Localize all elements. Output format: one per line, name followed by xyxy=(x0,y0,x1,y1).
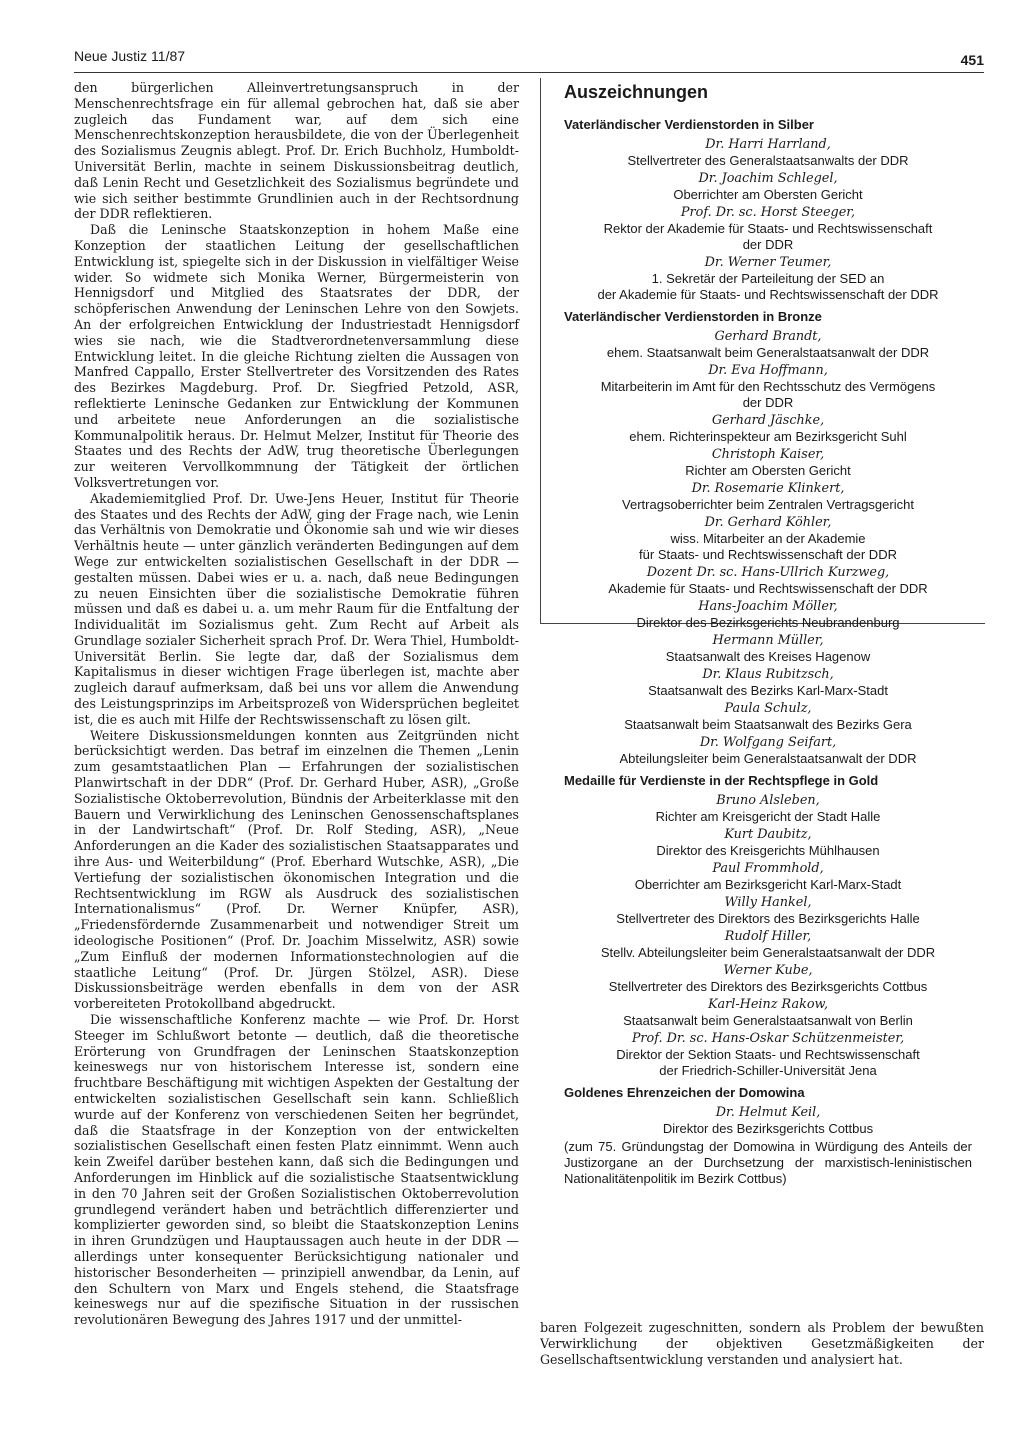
recipient-name: Dr. Klaus Rubitzsch, xyxy=(702,667,834,682)
recipient-role: Abteilungsleiter beim Generalstaatsanwalt der DDR xyxy=(619,751,917,766)
journal-issue-header: Neue Justiz 11/87 xyxy=(74,48,186,64)
recipient-role: Stellvertreter des Direktors des Bezirksgerichts Cottbus xyxy=(608,979,928,994)
recipient-name: Dr. Rosemarie Klinkert, xyxy=(691,481,845,496)
recipient-role: ehem. Richterinspekteur am Bezirksgericht Suhl xyxy=(629,429,907,444)
recipient-role: Staatsanwalt des Bezirks Karl-Marx-Stadt xyxy=(648,683,888,698)
award-category-heading: Goldenes Ehrenzeichen der Domowina xyxy=(564,1085,805,1100)
award-entry xyxy=(556,413,980,445)
award-entry xyxy=(556,895,980,927)
recipient-name: Christoph Kaiser, xyxy=(711,447,825,462)
recipient-name: Bruno Alsleben, xyxy=(716,793,820,808)
award-entry xyxy=(556,1031,980,1079)
award-entry xyxy=(556,701,980,733)
award-entry xyxy=(556,205,980,253)
recipient-role: ehem. Staatsanwalt beim Generalstaatsanwalt der DDR xyxy=(606,345,930,360)
right-continuation xyxy=(540,1320,984,1367)
paragraph: den bürgerlichen Alleinvertretungsanspruch in der Menschenrechtsfrage ein für allemal gebrochen hat, daß sie aber zugleich das Fundament war, auf dem sich eine Menschenrechtskonzeption herausbildete, die von der Überlegenheit des Sozialismus Zeugnis ablegt. Prof. Dr. Erich Buchholz, Humboldt-Universität Berlin, machte in seinem Diskussionsbeitrag deutlich, daß Lenin Recht und Gesetzlichkeit des Sozialismus begründete und wie sich seither bestimmte Grundlinien auch in der Rechtsordnung der DDR reflektieren. xyxy=(74,80,519,222)
recipient-role: Richter am Obersten Gericht xyxy=(685,463,851,478)
award-entry xyxy=(556,447,980,479)
awards-list xyxy=(556,117,980,1187)
award-entry xyxy=(556,515,980,563)
award-entry xyxy=(556,929,980,961)
left-text-column xyxy=(74,80,519,1328)
award-category-heading: Vaterländischer Verdienstorden in Bronze xyxy=(564,309,822,324)
paragraph: Weitere Diskussionsmeldungen konnten aus Zeitgründen nicht berücksichtigt werden. Das betraf im einzelnen die Themen „Lenin zum gesamtstaatlichen Plan — Erfahrungen der sozialistischen Planwirtschaft in der DDR“ (Prof. Dr. Gerhard Huber, ASR), „Große Sozialistische Oktoberrevolution, Bündnis der Arbeiterklasse mit den Bauern und Verwirklichung des Leninschen Genossenschaftsplanes in der Landwirtschaft“ (Prof. Dr. Rolf Steding, ASR), „Neue Anforderungen an die Kader des sozialistischen Staatsapparates und ihre Aus- und Weiterbildung“ (Prof. Eberhard Wutschke, ASR), „Die Vertiefung der sozialistischen ökonomischen Integration und die Rechtsentwicklung im RGW als Ausdruck des sozialistischen Internationalismus“ (Prof. Dr. Werner Knüpfer, ASR), „Friedensfördernde Zusammenarbeit und notwendiger Streit um ideologische Positionen“ (Prof. Dr. Joachim Misselwitz, ASR) sowie „Zum Einfluß der modernen Informationstechnologien auf die staatliche Leitung“ (Prof. Dr. Jürgen Stölzel, ASR). Diese Diskussionsbeiträge werden ebenfalls in dem von der ASR vorbereiteten Protokollband abgedruckt. xyxy=(74,727,519,1012)
award-entry xyxy=(556,861,980,893)
award-category-heading: Vaterländischer Verdienstorden in Silber xyxy=(564,117,814,132)
recipient-name: Paula Schulz, xyxy=(724,701,812,716)
award-category-heading: Medaille für Verdienste in der Rechtspflege in Gold xyxy=(564,773,879,788)
award-entry xyxy=(556,137,980,169)
award-entry xyxy=(556,827,980,859)
recipient-name: Dr. Harri Harrland, xyxy=(705,137,831,152)
header-rule xyxy=(74,72,984,73)
recipient-role: Stellvertreter des Generalstaatsanwalts der DDR xyxy=(627,153,909,168)
recipient-name: Werner Kube, xyxy=(723,963,813,978)
recipient-name: Kurt Daubitz, xyxy=(724,827,812,842)
recipient-role: Vertragsoberrichter beim Zentralen Vertragsgericht xyxy=(622,497,914,512)
recipient-role: Mitarbeiterin im Amt für den Rechtsschutz des Vermögens der DDR xyxy=(600,379,936,410)
recipient-role: Direktor des Bezirksgerichts Cottbus xyxy=(662,1121,874,1136)
recipient-role: Stellv. Abteilungsleiter beim Generalstaatsanwalt der DDR xyxy=(600,945,936,960)
recipient-name: Prof. Dr. sc. Horst Steeger, xyxy=(680,205,856,220)
awards-title: Auszeichnungen xyxy=(564,82,709,102)
award-entry xyxy=(556,997,980,1029)
recipient-name: Dr. Werner Teumer, xyxy=(704,255,832,270)
recipient-role: Rektor der Akademie für Staats- und Rechtswissenschaft der DDR xyxy=(603,221,933,252)
recipient-role: Staatsanwalt beim Generalstaatsanwalt von Berlin xyxy=(623,1013,913,1028)
recipient-name: Gerhard Jäschke, xyxy=(711,413,825,428)
recipient-role: 1. Sekretär der Parteileitung der SED an der Akademie für Staats- und Rechtswissenschaft der DDR xyxy=(597,271,939,302)
recipient-name: Gerhard Brandt, xyxy=(714,329,822,344)
award-entry xyxy=(556,1105,980,1187)
recipient-role: Oberrichter am Bezirksgericht Karl-Marx-Stadt xyxy=(634,877,902,892)
award-entry xyxy=(556,363,980,411)
award-entry xyxy=(556,255,980,303)
award-entry xyxy=(556,329,980,361)
award-entry xyxy=(556,633,980,665)
recipient-name: Dr. Wolfgang Seifart, xyxy=(699,735,837,750)
recipient-role: wiss. Mitarbeiter an der Akademie für Staats- und Rechtswissenschaft der DDR xyxy=(639,531,897,562)
award-entry xyxy=(556,735,980,767)
recipient-role: Staatsanwalt des Kreises Hagenow xyxy=(665,649,871,664)
recipient-name: Willy Hankel, xyxy=(724,895,812,910)
recipient-name: Dr. Gerhard Köhler, xyxy=(704,515,832,530)
page-number: 451 xyxy=(960,52,984,68)
paragraph: baren Folgezeit zugeschnitten, sondern als Problem der bewußten Verwirklichung der objektiven Gesetzmäßigkeiten der Gesellschaftsentwicklung verstanden und analysiert hat. xyxy=(540,1320,984,1367)
recipient-name: Prof. Dr. sc. Hans-Oskar Schützenmeister, xyxy=(631,1031,905,1046)
recipient-name: Dozent Dr. sc. Hans-Ullrich Kurzweg, xyxy=(646,565,890,580)
award-entry xyxy=(556,565,980,597)
recipient-name: Hans-Joachim Möller, xyxy=(698,599,838,614)
recipient-role: Direktor der Sektion Staats- und Rechtswissenschaft der Friedrich-Schiller-Universität Jena xyxy=(616,1047,920,1078)
paragraph: Die wissenschaftliche Konferenz machte — wie Prof. Dr. Horst Steeger im Schlußwort betonte — deutlich, daß die theoretische Erörterung von Grundfragen der Leninschen Staatskonzeption keineswegs nur von historischem Interesse ist, sondern eine fruchtbare Beschäftigung mit wichtigen Aspekten der Gestaltung der entwickelten sozialistischen Gesellschaft sein kann. Schließlich wurde auf der Konferenz von verschiedenen Seiten her begründet, daß die Staatsfrage in der Konzeption von der entwickelten sozialistischen Gesellschaft einen festen Platz einnimmt. Wenn auch kein Zweifel darüber bestehen kann, daß sich die Bedingungen und Anforderungen im Hinblick auf die sozialistische Staatsentwicklung in den 70 Jahren seit der Großen Sozialistischen Oktoberrevolution grundlegend verändert haben und beträchtlich differenzierter und komplizierter geworden sind, so bleibt die Staatskonzeption Lenins in ihren Grundzügen und Hauptaussagen auch heute in der DDR — allerdings unter konsequenter Berücksichtigung nationaler und historischer Besonderheiten — prinzipiell anwendbar, da Lenin, auf den Schultern von Marx und Engels stehend, die Staatsfrage keineswegs nur auf die spezifische Situation in der russischen revolutionären Bewegung des Jahres 1917 und der unmittel- xyxy=(74,1012,519,1328)
recipient-role: Oberrichter am Obersten Gericht xyxy=(673,187,863,202)
award-entry xyxy=(556,667,980,699)
recipient-role: Richter am Kreisgericht der Stadt Halle xyxy=(655,809,881,824)
recipient-role: Stellvertreter des Direktors des Bezirksgerichts Halle xyxy=(616,911,920,926)
award-entry xyxy=(556,599,980,631)
recipient-name: Dr. Joachim Schlegel, xyxy=(698,171,838,186)
recipient-name: Dr. Helmut Keil, xyxy=(715,1105,821,1120)
recipient-role: Akademie für Staats- und Rechtswissenschaft der DDR xyxy=(608,581,928,596)
recipient-role: Direktor des Bezirksgerichts Neubrandenburg xyxy=(636,615,900,630)
award-entry xyxy=(556,481,980,513)
paragraph: Daß die Leninsche Staatskonzeption in hohem Maße eine Konzeption der staatlichen Leitung der gesellschaftlichen Entwicklung ist, spiegelte sich in der Diskussion in vielfältiger Weise wider. So widmete sich Monika Werner, Bürgermeisterin von Hennigsdorf und Mitglied des Staatsrates der DDR, der schöpferischen Anwendung der Leninschen Lehre von den Sowjets. An der erfolgreichen Entwicklung der Industriestadt Hennigsdorf wies sie nach, wie die Stadtverordnetenversammlung diese Entwicklung leitet. In die gleiche Richtung zielten die Aussagen von Manfred Cappallo, Erster Stellvertreter des Vorsitzenden des Rates des Bezirkes Magdeburg. Prof. Dr. Siegfried Petzold, ASR, reflektierte Leninsche Gedanken zur Entwicklung der Kommunen und arbeitete neue Anforderungen an die sozialistische Kommunalpolitik heraus. Dr. Helmut Melzer, Institut für Theorie des Staates und des Rechts der AdW, trug theoretische Überlegungen zur weiteren Vervollkommnung der Tätigkeit der örtlichen Volksvertretungen vor. xyxy=(74,222,519,490)
award-entry xyxy=(556,963,980,995)
award-note: (zum 75. Gründungstag der Domowina in Würdigung des Anteils der Justizorgane an der Durchsetzung der marxistisch-leninistischen Nationalitätenpolitik im Bezirk Cottbus) xyxy=(564,1139,972,1186)
recipient-name: Paul Frommhold, xyxy=(712,861,824,876)
recipient-name: Karl-Heinz Rakow, xyxy=(707,997,829,1012)
recipient-name: Hermann Müller, xyxy=(712,633,824,648)
paragraph: Akademiemitglied Prof. Dr. Uwe-Jens Heuer, Institut für Theorie des Staates und des Rechts der AdW, ging der Frage nach, wie Lenin das Verhältnis von Demokratie und Ökonomie sah und wie wir dieses Verhältnis heute — unter gänzlich veränderten Bedingungen auf dem Wege zur entwickelten sozialistischen Gesellschaft in der DDR — gestalten müssen. Dabei wies er u. a. nach, daß neue Bedingungen zu neuen Einsichten über die sozialistische Demokratie führen müssen und daß es dabei u. a. um mehr Raum für die Entfaltung der Individualität im Sozialismus geht. Zum Recht auf Arbeit als Grundlage sozialer Sicherheit sprach Prof. Dr. Wera Thiel, Humboldt-Universität Berlin. Sie legte dar, daß der Sozialismus dem Kapitalismus in dieser wichtigen Frage überlegen ist, machte aber zugleich darauf aufmerksam, daß bei uns vor allem die Anwendung des Leistungsprinzips im Arbeitsprozeß von Widersprüchen begleitet ist, die es auch mit Hilfe der Rechtswissenschaft zu lösen gilt. xyxy=(74,490,519,727)
recipient-role: Direktor des Kreisgerichts Mühlhausen xyxy=(656,843,880,858)
award-entry xyxy=(556,171,980,203)
awards-section xyxy=(556,80,980,1189)
recipient-name: Dr. Eva Hoffmann, xyxy=(708,363,828,378)
recipient-role: Staatsanwalt beim Staatsanwalt des Bezirks Gera xyxy=(624,717,912,732)
award-entry xyxy=(556,793,980,825)
recipient-name: Rudolf Hiller, xyxy=(724,929,812,944)
